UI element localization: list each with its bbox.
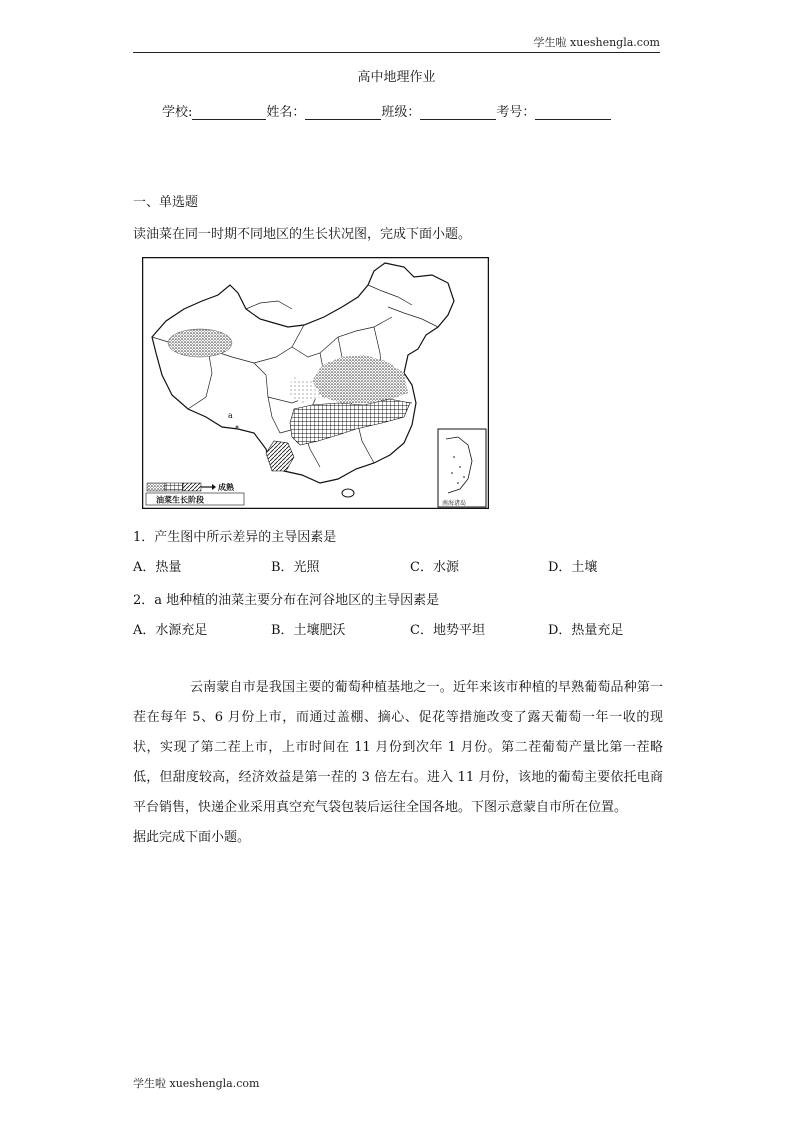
- q2-option-b[interactable]: B．土壤肥沃: [271, 623, 346, 638]
- inset-label: 南海诸岛: [442, 500, 467, 507]
- question-1-options: [0, 556, 793, 576]
- q2-option-d[interactable]: D．热量充足: [548, 623, 624, 638]
- class-field[interactable]: [420, 105, 496, 120]
- question-1-stem: 1．产生图中所示差异的主导因素是: [133, 530, 337, 545]
- legend-mature-label: 成熟: [218, 482, 234, 492]
- name-label: 姓名：: [266, 105, 306, 120]
- passage-instruction: 据此完成下面小题。: [133, 830, 251, 845]
- q1-option-c[interactable]: C．水源: [410, 560, 459, 575]
- question-intro: 读油菜在同一时期不同地区的生长状况图，完成下面小题。: [133, 227, 472, 242]
- page-title: 高中地理作业: [357, 70, 436, 85]
- q2-option-a[interactable]: A．水源充足: [133, 623, 208, 638]
- header-divider: [133, 52, 660, 53]
- q1-option-a[interactable]: A．热量: [133, 560, 182, 575]
- school-label: 学校:: [162, 105, 193, 120]
- map-legend: [146, 482, 244, 505]
- student-info-row: [162, 101, 611, 120]
- q2-option-c[interactable]: C．地势平坦: [410, 623, 485, 638]
- hainan-island: [342, 489, 354, 497]
- rapeseed-growth-map: [142, 257, 489, 509]
- q1-option-d[interactable]: D．土壤: [548, 560, 598, 575]
- name-field[interactable]: [305, 105, 381, 120]
- point-a-marker: [236, 426, 239, 429]
- class-label: 班级：: [381, 105, 421, 120]
- passage-block: [133, 673, 663, 853]
- section-heading: 一、单选题: [133, 195, 199, 210]
- question-2-stem: 2．a 地种植的油菜主要分布在河谷地区的主导因素是: [133, 593, 440, 608]
- passage-paragraph: 云南蒙自市是我国主要的葡萄种植基地之一。近年来该市种植的早熟葡萄品种第一茬在每年 5、6 月份上市，而通过盖棚、摘心、促花等措施改变了露天葡萄一年一收的现状，实现了第二茬上市，上市时间在 11 月份到次年 1 月份。第二茬葡萄产量比第一茬略低，但甜度较高，经济效益是第一茬的 3 倍左右。进入 11 月份，该地的葡萄主要依托电商平台销售，快递企业采用真空充气袋包装后运往全国各地。下图示意蒙自市所在位置。: [133, 680, 663, 815]
- number-field[interactable]: [535, 105, 611, 120]
- northwest-dotted-region: [168, 329, 232, 357]
- header-site-text: 学生啦 xueshengla.com: [533, 36, 660, 49]
- school-field[interactable]: [192, 105, 266, 120]
- number-label: 考号：: [496, 105, 536, 120]
- footer-site-text: 学生啦 xueshengla.com: [133, 1077, 260, 1090]
- q1-option-b[interactable]: B．光照: [271, 560, 320, 575]
- map-label-a: a: [228, 411, 233, 420]
- question-2-options: [0, 619, 793, 639]
- legend-caption: 油菜生长阶段: [156, 494, 204, 505]
